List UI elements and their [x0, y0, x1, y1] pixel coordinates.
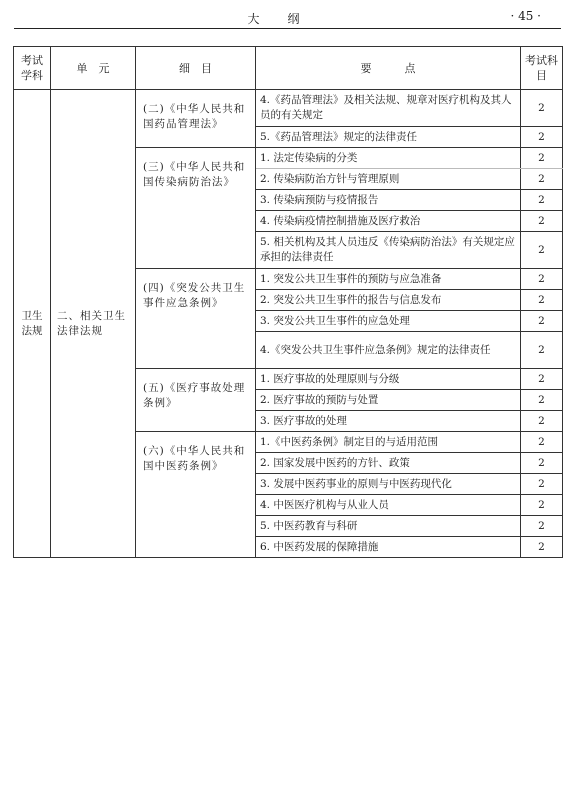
table-row — [14, 90, 563, 127]
score-cell: 2 — [521, 495, 563, 516]
point-cell: 2. 国家发展中医药的方针、政策 — [256, 453, 521, 474]
point-cell: 3. 突发公共卫生事件的应急处理 — [256, 311, 521, 332]
point-cell: 2. 突发公共卫生事件的报告与信息发布 — [256, 290, 521, 311]
sub-item-cell: (五)《医疗事故处理条例》 — [136, 369, 256, 432]
point-cell: 1. 医疗事故的处理原则与分级 — [256, 369, 521, 390]
score-cell: 2 — [521, 169, 563, 190]
score-cell: 2 — [521, 332, 563, 369]
score-cell: 2 — [521, 269, 563, 290]
point-cell: 4. 中医医疗机构与从业人员 — [256, 495, 521, 516]
sub-item-cell: (六)《中华人民共和国中医药条例》 — [136, 432, 256, 558]
column-header-exam-subject: 考试科目 — [521, 47, 563, 90]
point-cell: 3. 传染病预防与疫情报告 — [256, 190, 521, 211]
page-header — [14, 8, 561, 29]
score-cell: 2 — [521, 311, 563, 332]
score-cell: 2 — [521, 90, 563, 127]
score-cell: 2 — [521, 190, 563, 211]
column-header-points: 要 点 — [256, 47, 521, 90]
point-cell: 3. 发展中医药事业的原则与中医药现代化 — [256, 474, 521, 495]
running-title: 大纲 — [247, 12, 328, 26]
score-cell: 2 — [521, 211, 563, 232]
sub-item-cell: (二)《中华人民共和国药品管理法》 — [136, 90, 256, 148]
syllabus-table — [13, 46, 563, 558]
point-cell: 3. 医疗事故的处理 — [256, 411, 521, 432]
score-cell: 2 — [521, 453, 563, 474]
table-header-row — [14, 47, 563, 90]
point-cell: 5. 中医药教育与科研 — [256, 516, 521, 537]
score-cell: 2 — [521, 516, 563, 537]
point-cell: 4. 传染病疫情控制措施及医疗救治 — [256, 211, 521, 232]
score-cell: 2 — [521, 127, 563, 148]
score-cell: 2 — [521, 369, 563, 390]
column-header-item: 细 目 — [136, 47, 256, 90]
point-cell: 1.《中医药条例》制定目的与适用范围 — [256, 432, 521, 453]
score-cell: 2 — [521, 411, 563, 432]
point-cell: 4.《药品管理法》及相关法规、规章对医疗机构及其人员的有关规定 — [256, 90, 521, 127]
score-cell: 2 — [521, 232, 563, 269]
column-header-subject: 考试学科 — [14, 47, 51, 90]
score-cell: 2 — [521, 537, 563, 558]
score-cell: 2 — [521, 290, 563, 311]
point-cell: 2. 传染病防治方针与管理原则 — [256, 169, 521, 190]
point-cell: 4.《突发公共卫生事件应急条例》规定的法律责任 — [256, 332, 521, 369]
point-cell: 6. 中医药发展的保障措施 — [256, 537, 521, 558]
sub-item-cell: (三)《中华人民共和国传染病防治法》 — [136, 148, 256, 269]
score-cell: 2 — [521, 474, 563, 495]
unit-cell: 二、相关卫生法律法规 — [51, 90, 136, 558]
point-cell: 1. 法定传染病的分类 — [256, 148, 521, 169]
score-cell: 2 — [521, 432, 563, 453]
point-cell: 1. 突发公共卫生事件的预防与应急准备 — [256, 269, 521, 290]
point-cell: 5.《药品管理法》规定的法律责任 — [256, 127, 521, 148]
point-cell: 5. 相关机构及其人员违反《传染病防治法》有关规定应承担的法律责任 — [256, 232, 521, 269]
column-header-unit: 单 元 — [51, 47, 136, 90]
score-cell: 2 — [521, 148, 563, 169]
point-cell: 2. 医疗事故的预防与处置 — [256, 390, 521, 411]
score-cell: 2 — [521, 390, 563, 411]
sub-item-cell: (四)《突发公共卫生事件应急条例》 — [136, 269, 256, 369]
subject-cell: 卫生法规 — [14, 90, 51, 558]
page-number: · 45 · — [510, 9, 541, 23]
